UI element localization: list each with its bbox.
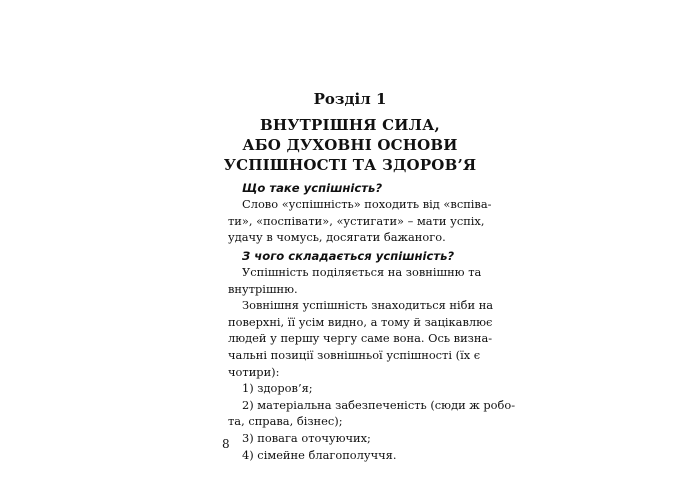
section-heading: З чого складається успішність? [242, 249, 455, 263]
chapter-title-line: ВНУТРІШНЯ СИЛА, [260, 116, 440, 134]
page-number: 8 [222, 437, 230, 451]
text-line: Успішність поділяється на зовнішню та [242, 265, 482, 279]
chapter-title-line: АБО ДУХОВНІ ОСНОВИ [242, 136, 458, 154]
list-item: 3) повага оточуючих; [242, 430, 371, 445]
chapter-label: Розділ 1 [313, 90, 387, 108]
section-components-of-success [228, 248, 516, 463]
chapter-title [0, 115, 700, 175]
section-what-is-success [228, 180, 492, 246]
text-line: чальні позиції зовнішньої успішності (їх є [228, 347, 481, 362]
text-line: поверхні, її усім видно, а тому й зацікавлює [228, 314, 493, 329]
text-line: удачу в чомусь, досягати бажаного. [228, 230, 446, 245]
text-line: людей у першу чергу саме вона. Ось визна- [228, 331, 493, 346]
list-item: 4) сімейне благополуччя. [242, 447, 397, 462]
text-line: Зовнішня успішність знаходиться ніби на [242, 298, 494, 313]
list-item: 1) здоров’я; [242, 381, 313, 396]
chapter-title-line: УСПІШНОСТІ ТА ЗДОРОВ’Я [223, 156, 477, 174]
section-heading: Що таке успішність? [242, 181, 383, 195]
text-line: Слово «успішність» походить від «вспіва- [242, 197, 492, 211]
list-item: 2) матеріальна забезпеченість (сюди ж робо- [242, 397, 516, 412]
list-item-continuation: та, справа, бізнес); [228, 414, 343, 429]
text-line: чотири): [228, 364, 280, 379]
text-line: внутрішню. [228, 281, 298, 296]
text-line: ти», «поспівати», «устигати» – мати успіх, [228, 213, 485, 228]
